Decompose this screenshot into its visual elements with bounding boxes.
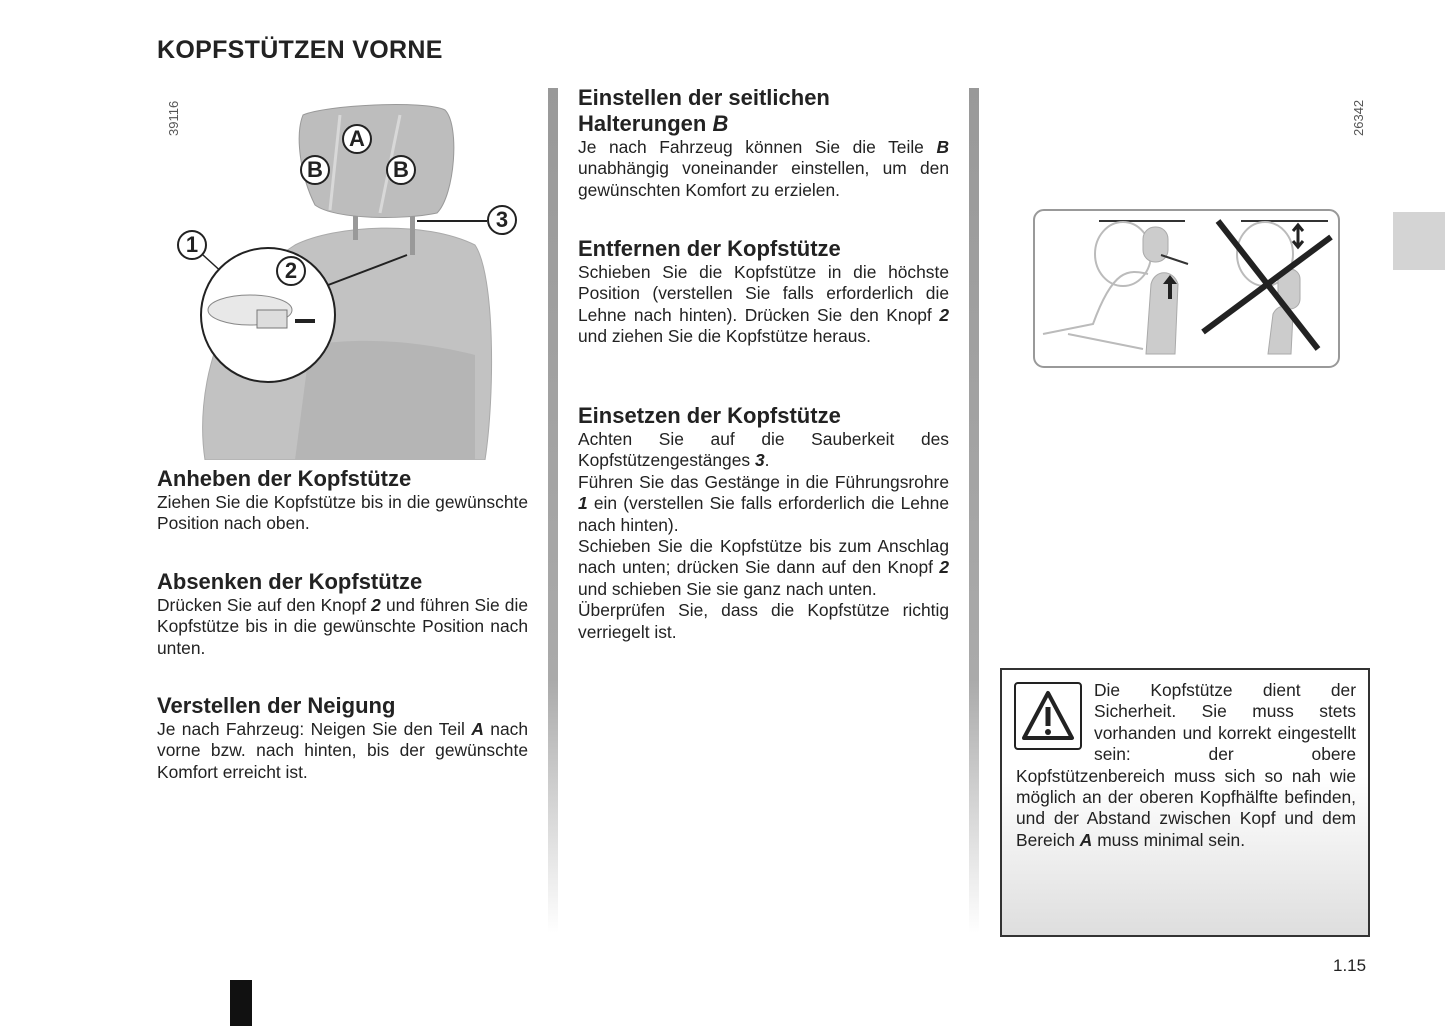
text-run: nach vorne bzw. nach hinten, bis der gewünschte Komfort erreicht ist. — [157, 719, 528, 782]
paragraph — [157, 719, 528, 783]
text-run: Ziehen Sie die Kopfstütze bis in die gewünschte Position nach oben. — [157, 492, 528, 534]
heading-text: Entfernen der Kopfstütze — [578, 236, 841, 261]
callout-3: 3 — [487, 205, 517, 235]
reference-label: A — [1079, 829, 1093, 850]
heading-text: Einstellen der seitlichen Halterungen — [578, 85, 830, 136]
text-run: Je nach Fahrzeug können Sie die Teile — [578, 137, 937, 157]
text-run: Die Kopfstütze dient der Sicherheit. Sie muss stets vorhanden und korrekt eingestellt sein: der obere Kopfstützenbereich muss sich so nah wie möglich an der oberen Kopfhälfte befinden, und der Abstand zwischen Kopf und dem Bereich — [1016, 680, 1356, 850]
page-title: KOPFSTÜTZEN VORNE — [157, 36, 443, 64]
text-run: . — [764, 450, 770, 471]
text-run: Überprüfen Sie, dass die Kopfstütze richtig verriegelt ist. — [578, 600, 949, 642]
reference-label: 2 — [371, 595, 381, 615]
section-heading — [578, 403, 949, 429]
paragraph — [578, 137, 949, 201]
section-heading — [578, 85, 949, 137]
callout-a: A — [342, 124, 372, 154]
reference-label: 1 — [578, 493, 588, 514]
text-run: und führen Sie die Kopfstütze bis in die gewünschte Position nach unten. — [157, 595, 528, 658]
paragraph — [157, 492, 528, 535]
text-run: unabhängig voneinander einstellen, um den gewünschten Komfort zu erzielen. — [578, 158, 949, 200]
section-heading — [157, 693, 528, 719]
paragraph — [578, 536, 949, 600]
text-run: muss minimal sein. — [1092, 829, 1246, 850]
section-lower — [157, 569, 528, 659]
figure-ref-right: 26342 — [1351, 99, 1366, 136]
text-run: Führen Sie das Gestänge in die Führungsrohre — [578, 471, 949, 492]
section-insert — [578, 403, 949, 643]
callout-b-left: B — [300, 155, 330, 185]
paragraph — [578, 600, 949, 643]
text-run: Je nach Fahrzeug: Neigen Sie den Teil — [157, 719, 472, 739]
text-run: Drücken Sie auf den Knopf — [157, 595, 372, 615]
column-separator — [969, 88, 979, 933]
heading-text: Absenken der Kopfstütze — [157, 569, 423, 594]
paragraph — [578, 429, 949, 472]
reference-label: 3 — [754, 450, 765, 471]
section-tilt — [157, 693, 528, 783]
paragraph — [578, 262, 949, 348]
paragraph — [578, 472, 949, 536]
warning-text — [1016, 680, 1356, 851]
text-run: Achten Sie auf die Sauberkeit des Kopfstützengestänges — [578, 429, 949, 471]
heading-text: Verstellen der Neigung — [157, 693, 396, 718]
figure-ref-left: 39116 — [166, 100, 181, 136]
text-run: Schieben Sie die Kopfstütze bis zum Anschlag nach unten; drücken Sie dann auf den Knopf — [578, 536, 949, 578]
text-run: ein (verstellen Sie falls erforderlich die Lehne nach hinten). — [578, 493, 949, 535]
warning-box — [1000, 668, 1370, 937]
section-heading — [157, 569, 528, 595]
paragraph — [157, 595, 528, 659]
column-separator — [548, 88, 558, 933]
section-heading — [157, 466, 528, 492]
reference-label: B — [936, 137, 949, 157]
section-side-supports — [578, 85, 949, 201]
text-run: und ziehen Sie die Kopfstütze heraus. — [578, 326, 871, 347]
text-run: und schieben Sie sie ganz nach unten. — [578, 578, 877, 599]
reference-label: A — [471, 719, 484, 739]
heading-text: Anheben der Kopfstütze — [157, 466, 412, 491]
chapter-tab — [1393, 212, 1445, 270]
heading-text: Einsetzen der Kopfstütze — [578, 403, 841, 428]
callout-2: 2 — [276, 256, 306, 286]
reference-label: 2 — [939, 304, 949, 325]
section-remove — [578, 236, 949, 348]
reference-label: 2 — [939, 557, 949, 578]
heading-reference: B — [712, 111, 729, 136]
edge-marker — [230, 980, 252, 1026]
text-run: Schieben Sie die Kopfstütze in die höchste Position (verstellen Sie falls erforderlich die Lehne nach hinten). Drücken Sie den Knopf — [578, 262, 949, 325]
callout-1: 1 — [177, 230, 207, 260]
section-heading — [578, 236, 949, 262]
callout-b-right: B — [386, 155, 416, 185]
headrest-position-illustration — [1033, 209, 1341, 369]
section-raise — [157, 466, 528, 535]
page-number: 1.15 — [1333, 956, 1367, 975]
